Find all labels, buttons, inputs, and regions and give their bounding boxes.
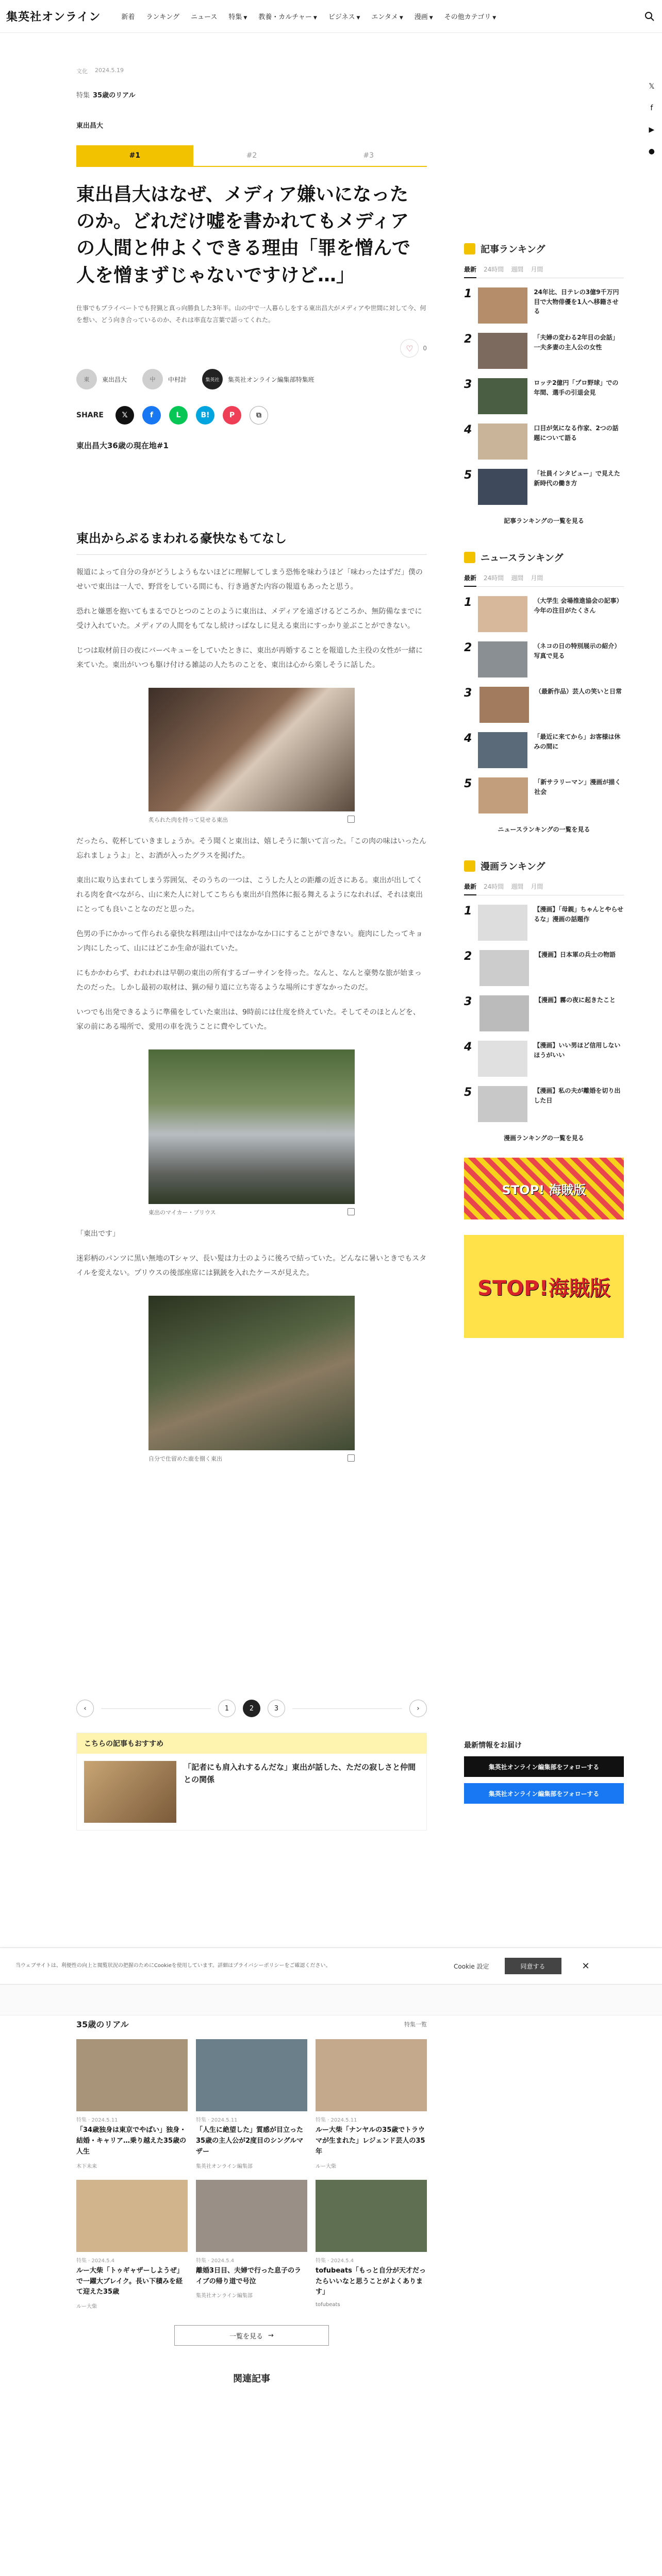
cookie-banner: [0, 1947, 662, 1985]
card-meta: 特集 · 2024.5.11: [196, 2117, 238, 2124]
card-author: 木下未来: [76, 2163, 97, 2170]
ranking-more-link[interactable]: 記事ランキングの一覧を見る: [504, 517, 584, 524]
site-header: [0, 0, 662, 33]
author-name: 集英社オンライン編集部特集班: [228, 376, 315, 383]
tab-part-2[interactable]: #2: [246, 151, 257, 160]
paragraph: 迷彩柄のパンツに黒い無地のTシャツ、長い髪は力士のように後ろで結っていた。どんなに暑いときでもスタイルを変えない。プリウスの後部座席には猟銃を入れたケースが見えた。: [76, 1255, 427, 1278]
ranking-heading: 記事ランキング: [464, 242, 624, 256]
card-meta: 特集 · 2024.5.11: [76, 2117, 118, 2124]
load-more-button[interactable]: 一覧を見る →: [174, 2325, 329, 2346]
article-photo[interactable]: [148, 1296, 355, 1450]
series-row: [76, 90, 427, 99]
figure: [148, 688, 355, 824]
article-main: [76, 67, 427, 2385]
figure-caption: 自分で仕留めた鹿を捌く東出: [148, 1454, 355, 1463]
author-list: [76, 369, 427, 389]
author-item[interactable]: [76, 369, 127, 389]
tab-monthly[interactable]: 月間: [531, 883, 543, 890]
chevron-down-icon: ▼: [492, 15, 496, 21]
card-author: ルー大柴: [316, 2163, 336, 2170]
article-title: 東出昌大はなぜ、メディア嫌いになったのか。どれだけ嘘を書かれてもメディアの人間と仲よくできる理由「罪を憎んで人を憎まずじゃないですけど…」: [76, 184, 411, 286]
ranking-tabs: [464, 265, 624, 278]
related-card[interactable]: [76, 2180, 188, 2310]
main-nav: [121, 11, 496, 21]
figure: [148, 1296, 355, 1463]
tab-part-3[interactable]: #3: [363, 151, 374, 160]
related-title: 35歳のリアル: [76, 2020, 129, 2030]
card-author: ルー大柴: [76, 2304, 97, 2310]
tab-monthly[interactable]: 月間: [531, 574, 543, 582]
ranking-item[interactable]: 1 24年比、日テレの3億9千万円目で大物俳優を1人へ移籍させる: [464, 287, 624, 324]
tab-24h[interactable]: 24時間: [484, 883, 504, 890]
article-lead: 仕事でもプライベートでも狩猟と真っ向勝負した3年半。山の中で一人暮らしをする東出昌大がメディアや世間に対して今、何を想い、どう向き合っているのか、それは率直な言葉で語ってくれた。: [76, 304, 426, 324]
article-date: 2024.5.19: [95, 67, 124, 74]
news-item[interactable]: 3 （最新作品）芸人の笑いと日常: [464, 687, 624, 723]
news-item[interactable]: 4 「最近に来てから」お客様は休みの間に: [464, 732, 624, 768]
card-title: ルー大柴「ナンヤルの35歳でトラウマが生まれた」レジェンド芸人の35年: [316, 2126, 425, 2156]
paragraph: にもかかわらず、われわれは早朝の東出の所有するゴーサインを待った。なんと、なんと豪勢な旅が始まったのだった。しかし最初の取材は、猟の帰り道に立ち寄るような場所にすぎなかったのだ。: [76, 969, 422, 992]
card-meta: 特集 · 2024.5.11: [316, 2117, 357, 2124]
card-meta: 特集 · 2024.5.4: [76, 2258, 115, 2264]
card-author: 集英社オンライン編集部: [196, 2293, 253, 2299]
manga-item[interactable]: 3 【漫画】霧の夜に起きたこと: [464, 995, 624, 1031]
tab-24h[interactable]: 24時間: [484, 266, 504, 273]
chevron-down-icon: ▼: [243, 15, 247, 21]
like-count: 0: [423, 345, 427, 352]
next-page-button[interactable]: ›: [409, 1700, 427, 1717]
edge-share-bar: [649, 82, 655, 156]
related-card[interactable]: [196, 2180, 307, 2310]
tab-latest[interactable]: 最新: [464, 882, 476, 895]
card-title: 「34歳独身は東京でやばい」独身・結婚・キャリア…乗り越えた35歳の人生: [76, 2126, 187, 2156]
related-card[interactable]: [76, 2039, 188, 2169]
author-name: 中村計: [168, 376, 187, 383]
related-header: [76, 2018, 427, 2030]
share-line-button[interactable]: L: [169, 406, 188, 425]
arrow-right-icon: →: [268, 2331, 274, 2340]
nav-manga[interactable]: 漫画 ▼: [414, 13, 433, 21]
ranking-item[interactable]: 3 ロッテ2億円「プロ野球」での年間、選手の引退会見: [464, 378, 624, 414]
anti-piracy-banner[interactable]: STOP! 海賊版: [464, 1158, 624, 1219]
manga-more-link[interactable]: 漫画ランキングの一覧を見る: [504, 1134, 584, 1142]
tab-monthly[interactable]: 月間: [531, 266, 543, 273]
ranking-icon: [464, 243, 475, 255]
paragraph: 色男の手にかかって作られる豪快な料理は山中ではなかなか口にすることができない。鹿肉にしたってキョン肉にしたって、山にはどこか生命が溢れていた。: [76, 930, 423, 953]
nav-culture[interactable]: 教養・カルチャー ▼: [258, 13, 317, 21]
chevron-down-icon: ▼: [399, 15, 403, 21]
manga-item[interactable]: 4 【漫画】いい男ほど信用しないほうがいい: [464, 1041, 624, 1077]
paragraph: じつは取材前日の夜にバーベキューをしていたときに、東出が再婚することを報道した主役の女性が一緒に来ていた。東出がいつも駆け付ける雑誌の人たちのことを、東出は心から楽しそうに話した。: [76, 647, 423, 670]
article-body: [76, 565, 427, 1463]
figure-caption: 東出のマイカー・プリウス: [148, 1208, 355, 1216]
close-icon[interactable]: ✕: [582, 1960, 590, 1972]
sidebar: [464, 242, 624, 1804]
card-thumb: [316, 2039, 427, 2111]
tab-weekly[interactable]: 週間: [511, 574, 524, 582]
manga-item[interactable]: 5 【漫画】私の夫が離婚を切り出した日: [464, 1086, 624, 1122]
card-thumb: [196, 2180, 307, 2252]
author-top[interactable]: 東出昌大: [76, 122, 104, 130]
card-meta: 特集 · 2024.5.4: [316, 2258, 354, 2264]
card-thumb: [76, 2039, 188, 2111]
ranking-item[interactable]: 5 「社員インタビュー」で見えた新時代の働き方: [464, 469, 624, 505]
chevron-down-icon: ▼: [429, 15, 433, 21]
copy-link-button[interactable]: ⧉: [250, 406, 268, 425]
figure-caption: 炙られた肉を持って見せる東出: [148, 816, 355, 824]
chevron-down-icon: ▼: [356, 15, 360, 21]
nav-feature[interactable]: 特集 ▼: [228, 13, 247, 21]
x-icon[interactable]: 𝕏: [649, 82, 655, 91]
manga-item[interactable]: 1 【漫画】「母親」ちゃんとやらせるな」漫画の話題作: [464, 905, 624, 941]
paragraph: 「東出です」: [76, 1230, 120, 1239]
chevron-down-icon: ▼: [313, 15, 317, 21]
card-thumb: [316, 2180, 427, 2252]
article-photo[interactable]: [148, 688, 355, 811]
paragraph: 報道によって自分の身がどうしようもないほどに理解してしまう恐怖を味わうほど「味わったはずだ」僕のせいで東出は一人で、野営をしている間にも、行き過ぎた内容の報道もあったと思う。: [76, 568, 423, 591]
series-label: 特集: [76, 92, 90, 99]
news-item[interactable]: 1 （大学生 会場推進協会の記事）今年の注目がたくさん: [464, 596, 624, 632]
manga-ranking-tabs: [464, 882, 624, 895]
ranking-item[interactable]: 2 「夫婦の変わる2年目の会話」一夫多妻の主人公の女性: [464, 333, 624, 369]
news-ranking-tabs: [464, 573, 624, 587]
author-item[interactable]: [202, 369, 315, 389]
cookie-settings-link[interactable]: Cookie 設定: [454, 1962, 489, 1970]
card-author: tofubeats: [316, 2302, 340, 2308]
anti-piracy-banner-large[interactable]: STOP!海賊版: [464, 1235, 624, 1338]
like-row: [76, 339, 427, 358]
author-item[interactable]: [142, 369, 187, 389]
recommend-box[interactable]: [76, 1733, 427, 1831]
like-button[interactable]: [400, 339, 419, 358]
ranking-icon: [464, 860, 475, 872]
tab-weekly[interactable]: 週間: [511, 266, 524, 273]
tab-part-1[interactable]: #1: [76, 145, 193, 166]
page-1[interactable]: 1: [218, 1700, 236, 1717]
card-title: 離婚3日目、夫婦で行った息子のライブの帰り道で号泣: [196, 2266, 302, 2285]
site-logo[interactable]: 集英社オンライン: [6, 11, 101, 24]
ad-strip: [0, 1985, 662, 2015]
related-card[interactable]: [316, 2180, 427, 2310]
share-hatena-button[interactable]: B!: [196, 406, 214, 425]
line-icon[interactable]: ●: [648, 147, 655, 156]
part-tabs: [76, 145, 427, 167]
nav-news[interactable]: ニュース: [190, 13, 218, 21]
section-heading: 東出からぷるまわれる豪快なもてなし: [76, 528, 427, 555]
paragraph: だったら、乾杯していきましょうか。そう聞くと東出は、嬉しそうに頷いて言った。「この肉の味はいったん忘れましょうよ」と、お酒が入ったグラスを掲げた。: [76, 837, 426, 860]
related-grid: [76, 2039, 427, 2310]
avatar: 集英社: [202, 369, 223, 389]
share-label: SHARE: [76, 411, 104, 420]
article-meta: [76, 67, 427, 75]
ranking-icon: [464, 552, 475, 563]
expand-icon[interactable]: [347, 1454, 355, 1462]
card-thumb: [76, 2180, 188, 2252]
card-title: tofubeats「もっと自分が天才だったらいいなと思うことがよくあります」: [316, 2266, 426, 2296]
figure: [148, 1049, 355, 1216]
page-3[interactable]: 3: [268, 1700, 285, 1717]
card-thumb: [196, 2039, 307, 2111]
cookie-text: 当ウェブサイトは、利便性の向上と閲覧状況の把握のためにCookieを使用しています。詳細はプライバシーポリシーをご確認ください。: [15, 1963, 331, 1969]
related-card[interactable]: [316, 2039, 427, 2169]
ranking-item[interactable]: 4 口目が気になる作家、2つの話題について語る: [464, 423, 624, 460]
follow-facebook-button[interactable]: 集英社オンライン編集部をフォローする: [464, 1783, 624, 1804]
news-ranking-heading: ニュースランキング: [464, 551, 624, 564]
share-pocket-button[interactable]: P: [223, 406, 241, 425]
author-name: 東出昌大: [102, 376, 127, 383]
news-item[interactable]: 5 「新サラリーマン」漫画が描く社会: [464, 777, 624, 814]
heart-icon: ♡: [406, 343, 413, 353]
prev-page-button[interactable]: ‹: [76, 1700, 94, 1717]
share-bar: [76, 406, 427, 425]
related-card[interactable]: [196, 2039, 307, 2169]
related-more-link[interactable]: 特集一覧: [404, 2021, 427, 2028]
tab-24h[interactable]: 24時間: [484, 574, 504, 582]
nav-other[interactable]: その他カテゴリ ▼: [444, 13, 496, 21]
recommend-title: 「記者にも肩入れするんだな」東出が話した、ただの寂しさと仲間との関係: [184, 1762, 416, 1785]
nav-ranking[interactable]: ランキング: [146, 13, 179, 21]
expand-icon[interactable]: [347, 1208, 355, 1215]
card-author: 集英社オンライン編集部: [196, 2163, 253, 2170]
cookie-accept-button[interactable]: 同意する: [505, 1958, 561, 1974]
share-facebook-button[interactable]: f: [142, 406, 161, 425]
recommend-thumb: [84, 1761, 176, 1823]
related-articles-heading: 関連記事: [233, 2374, 270, 2385]
tab-latest[interactable]: 最新: [464, 265, 476, 278]
avatar: 中: [142, 369, 163, 389]
article-subtitle: 東出昌大36歳の現在地#1: [76, 441, 169, 451]
paragraph: いつでも出発できるように準備をしていた東出は、9時前には仕度を終えていた。そしてそのほとんどを、家の前にある場所で、愛用の車を洗うことに費やしていた。: [76, 1008, 420, 1031]
facebook-icon[interactable]: f: [650, 104, 653, 112]
card-title: 「人生に絶望した」質感が目立った35歳の主人公が2度目のシングルマザー: [196, 2126, 304, 2156]
tab-weekly[interactable]: 週間: [511, 883, 524, 890]
news-item[interactable]: 2 （ネコの日の特別展示の紹介）写真で見る: [464, 641, 624, 677]
pagination: [76, 1700, 427, 1717]
nav-entertainment[interactable]: エンタメ ▼: [371, 13, 403, 21]
card-meta: 特集 · 2024.5.4: [196, 2258, 235, 2264]
news-more-link[interactable]: ニュースランキングの一覧を見る: [498, 826, 590, 833]
recommend-label: こちらの記事もおすすめ: [77, 1733, 426, 1754]
manga-ranking-heading: 漫画ランキング: [464, 859, 624, 873]
paragraph: 恐れと嫌悪を抱いてもまるでひとつのことのように東出は、メディアを遠ざけるどころか、無防備なまでに受け入れていた。メディアの人間をもてなし続けっぱなしに見える東出にすっかり並ぶことができない。: [76, 607, 422, 631]
avatar: 東: [76, 369, 97, 389]
article-photo[interactable]: [148, 1049, 355, 1204]
share-x-button[interactable]: 𝕏: [115, 406, 134, 425]
paragraph: 東出に取り込まれてしまう雰囲気、そのうちの一つは、こうした人との距離の近さにある。東出が出してくれる肉を食べながら、山に来た人に対してこちらも東出が自然体に振る舞えるようになれれば、それは東出にとっても良いことなのだと思った。: [76, 876, 423, 914]
follow-x-button[interactable]: 集英社オンライン編集部をフォローする: [464, 1756, 624, 1777]
page-2[interactable]: 2: [243, 1700, 260, 1717]
expand-icon[interactable]: [347, 816, 355, 823]
article-category: 文化: [76, 68, 88, 75]
nav-business[interactable]: ビジネス ▼: [328, 13, 360, 21]
card-title: ルー大柴「トゥギャザーしようぜ」で一躍大ブレイク。長い下積みを経て迎えた35歳: [76, 2266, 184, 2296]
manga-item[interactable]: 2 【漫画】日本軍の兵士の物語: [464, 950, 624, 986]
nav-new[interactable]: 新着: [121, 13, 135, 21]
follow-heading: 最新情報をお届け: [464, 1741, 522, 1750]
youtube-icon[interactable]: ▶: [649, 126, 655, 134]
tab-latest[interactable]: 最新: [464, 573, 476, 587]
search-icon[interactable]: [644, 11, 655, 22]
series-name[interactable]: 35歳のリアル: [93, 92, 136, 99]
